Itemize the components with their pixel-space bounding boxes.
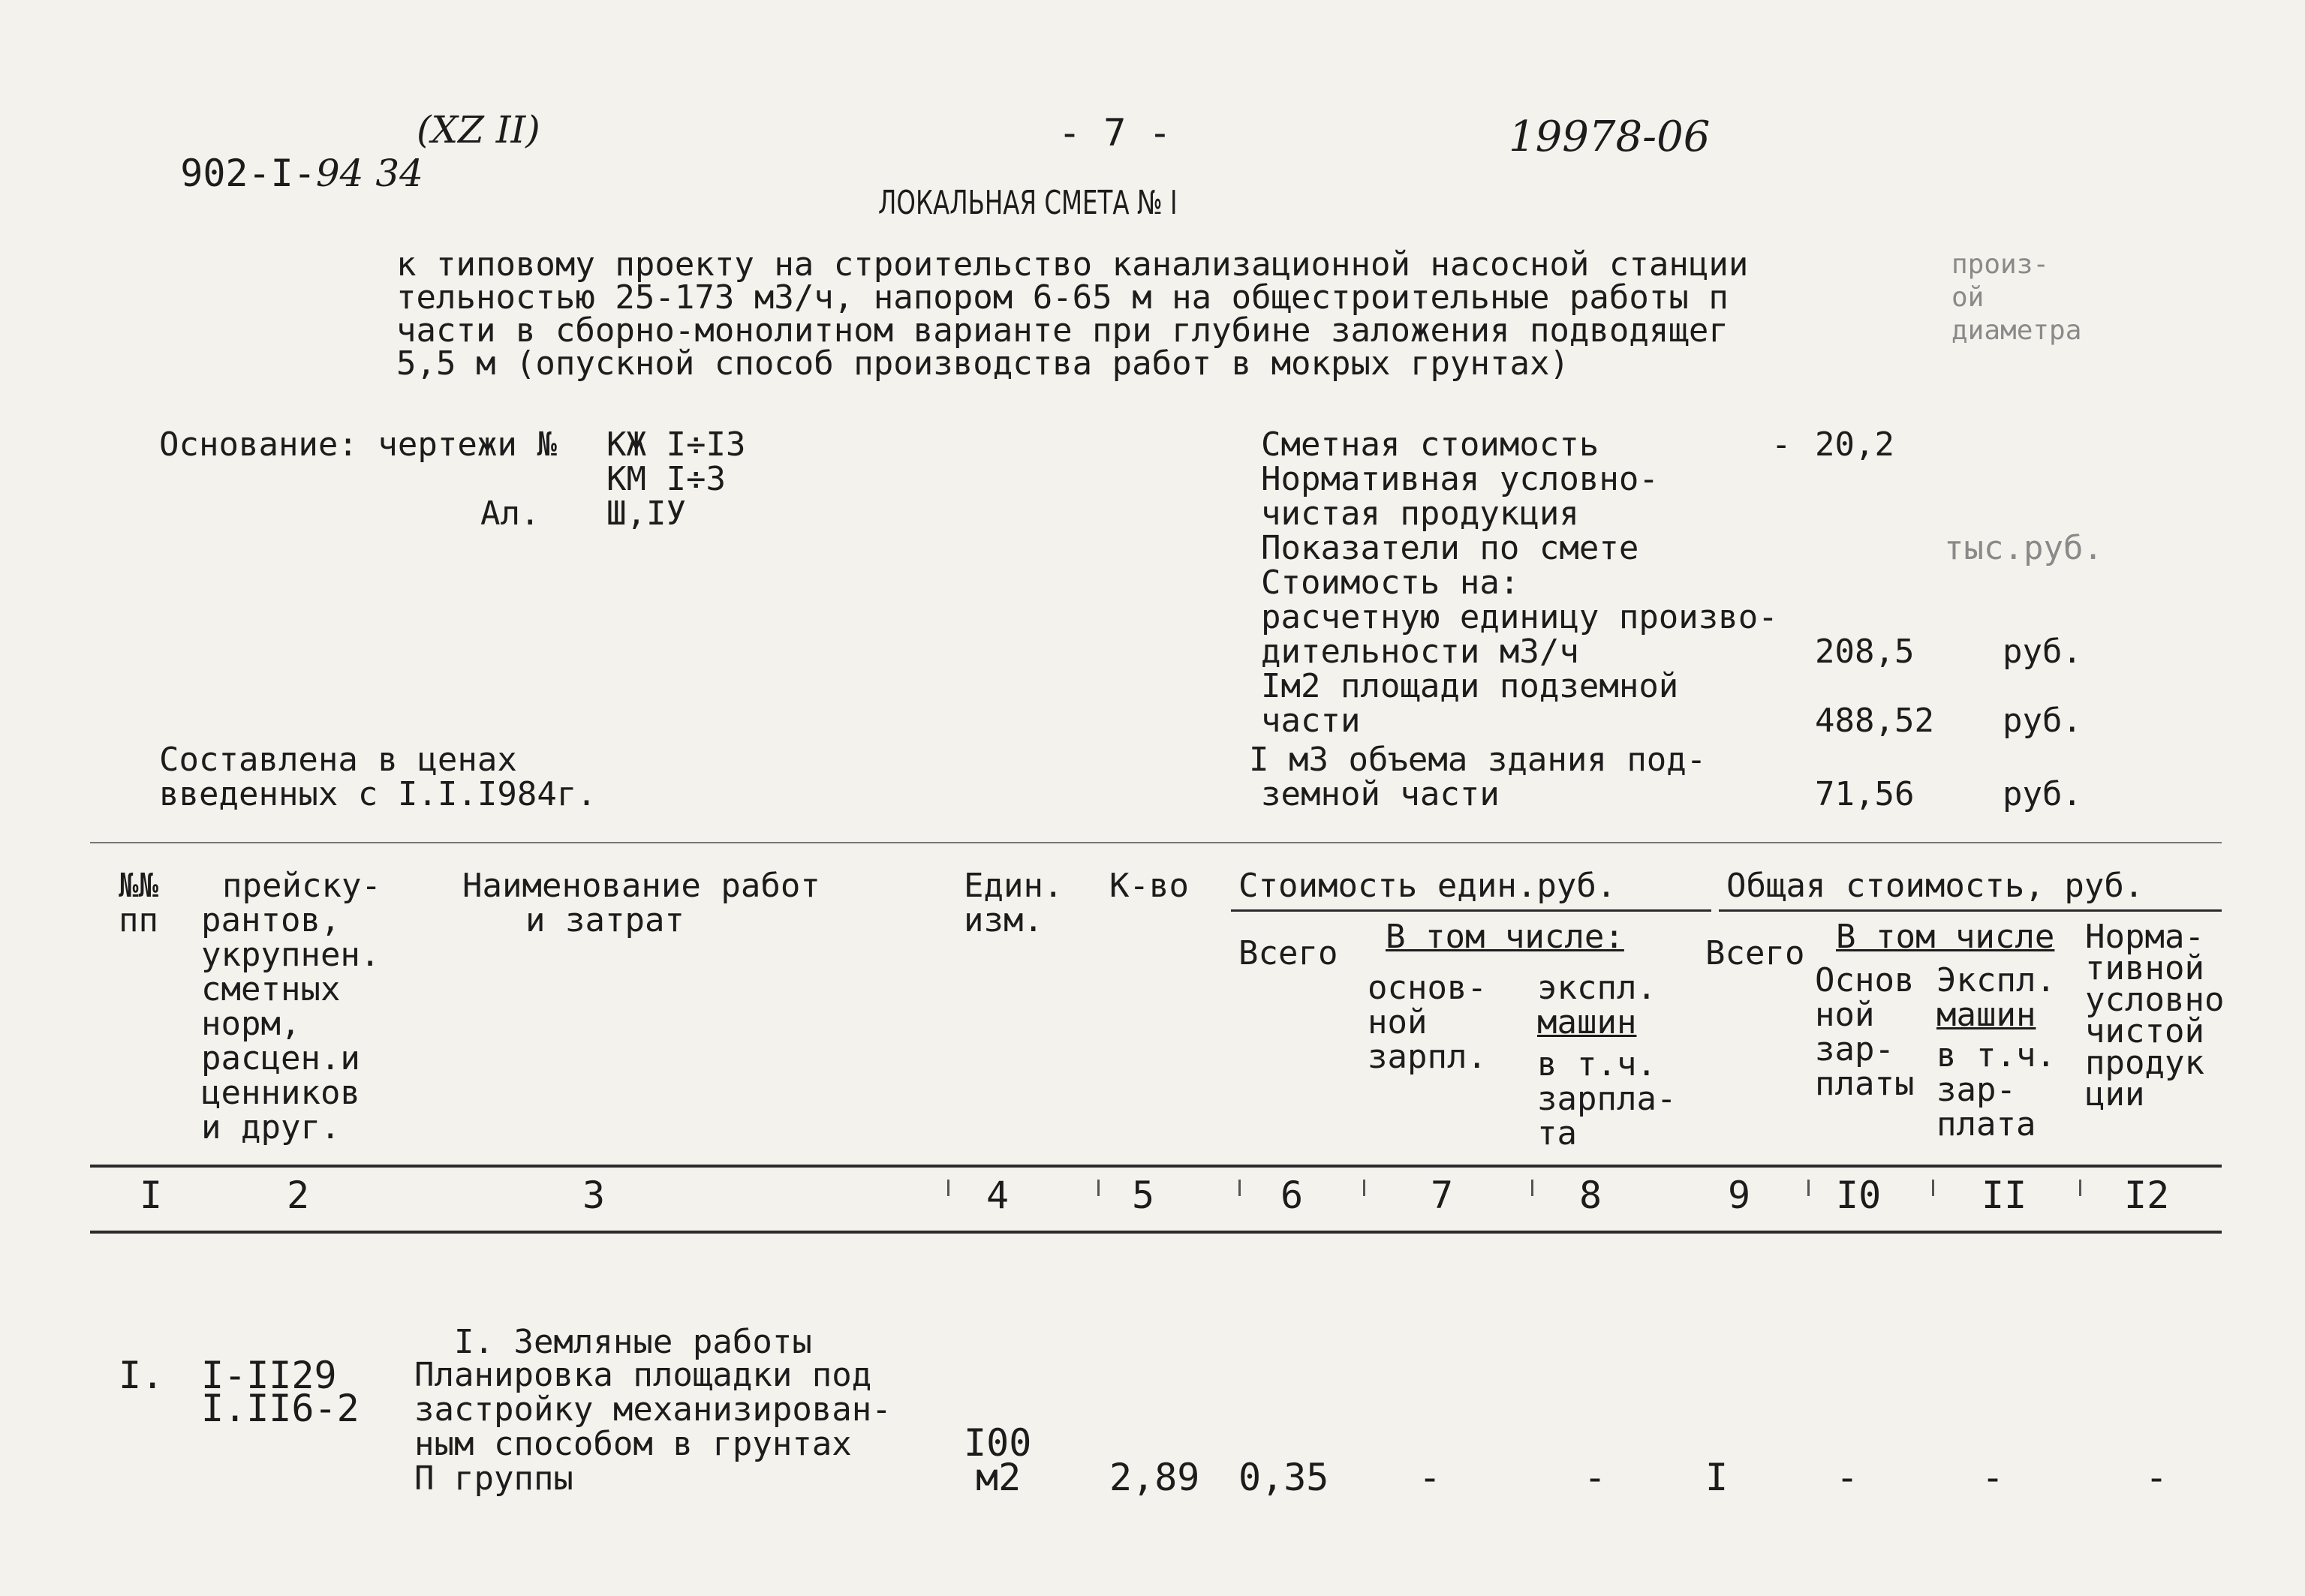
subtitle-faint-3: диаметра <box>1951 315 2082 346</box>
col-divider-tick <box>1932 1180 1934 1196</box>
row-1-unit-wage: - <box>1419 1456 1442 1499</box>
header-col12-l1: Норма- <box>2085 918 2204 956</box>
header-total-cost-group: Общая стоимость, руб. <box>1726 867 2144 905</box>
document-number: 19978-06 <box>1509 113 1711 161</box>
header-col5: К-во <box>1109 867 1189 905</box>
document-code <box>135 113 423 194</box>
header-unit-cost-rule <box>1231 909 1711 912</box>
summary-row-1-unit: руб. <box>2003 633 2082 671</box>
summary-row-3-unit: руб. <box>2003 775 2082 813</box>
document-code-printed: 902-I- <box>180 152 316 195</box>
header-col2-l2: рантов, <box>201 901 341 939</box>
row-1-code-1: I-II29 <box>201 1354 337 1397</box>
row-1-unit-2: м2 <box>976 1456 1022 1499</box>
basis-drawing-1: КЖ I÷I3 <box>606 425 746 464</box>
summary-cost-label: Сметная стоимость <box>1261 425 1599 464</box>
row-1-total-wage: - <box>1836 1456 1859 1499</box>
row-1-unit-1: I00 <box>964 1421 1032 1465</box>
col-number-1: I <box>140 1174 163 1217</box>
summary-indicators-unit: тыс.руб. <box>1944 529 2103 567</box>
header-col11-bot-l2: зар- <box>1936 1071 2016 1109</box>
table-top-rule <box>90 842 2222 843</box>
header-col2-l8: и друг. <box>201 1108 341 1147</box>
header-col1-l1: №№ <box>119 867 158 905</box>
header-col12-l5: продук <box>2085 1044 2204 1082</box>
header-col9: Всего <box>1705 934 1805 972</box>
header-col7-l2: ной <box>1368 1003 1428 1041</box>
subtitle-line-1: к типовому проекту на строительство канализационной насосной станции <box>396 245 1749 284</box>
header-col11-bot-l3: плата <box>1936 1105 2036 1144</box>
header-col7-l3: зарпл. <box>1368 1038 1487 1076</box>
basis-drawing-2: КМ I÷3 <box>606 460 726 498</box>
header-col11-top-l2: машин <box>1936 996 2036 1034</box>
header-col10-l1: Основ <box>1815 961 1915 999</box>
header-col2-l1: прейску- <box>222 867 381 905</box>
header-col2-l5: норм, <box>201 1005 301 1043</box>
col-number-10: I0 <box>1836 1174 1882 1217</box>
summary-row-3-value: 71,56 <box>1815 775 1915 813</box>
summary-row-2-unit: руб. <box>2003 702 2082 740</box>
basis-album-label: Ал. <box>480 494 540 533</box>
col-number-11: II <box>1982 1174 2027 1217</box>
header-col10-l2: ной <box>1815 996 1875 1034</box>
header-col10-l4: платы <box>1815 1065 1915 1103</box>
summary-norm-label-1: Нормативная условно- <box>1261 460 1659 498</box>
row-1-name-2: застройку механизирован- <box>414 1390 892 1429</box>
subtitle-line-4: 5,5 м (опускной способ производства работ в мокрых грунтах) <box>396 344 1569 383</box>
header-col2-l6: расцен.и <box>201 1039 360 1078</box>
header-col4-l1: Един. <box>964 867 1064 905</box>
subtitle-faint-2: ой <box>1951 282 1985 313</box>
col-number-2: 2 <box>287 1174 310 1217</box>
document-code-handwritten: 94 34 <box>315 152 423 195</box>
header-unit-cost-group: Стоимость един.руб. <box>1238 867 1617 905</box>
header-col11-top-l1: Экспл. <box>1936 961 2056 999</box>
prices-line-1: Составлена в ценах <box>159 741 517 779</box>
col-number-6: 6 <box>1280 1174 1304 1217</box>
summary-row-2-label-1: Iм2 площади подземной <box>1261 667 1679 705</box>
header-bottom-rule <box>90 1165 2222 1168</box>
basis-label: Основание: чертежи № <box>159 425 557 464</box>
row-1-code-2: I.II6-2 <box>201 1387 360 1430</box>
header-incl-unit: В том числе: <box>1386 918 1624 956</box>
basis-album-value: Ш,IУ <box>606 494 686 533</box>
column-numbers-bottom-rule <box>90 1231 2222 1234</box>
col-divider-tick <box>1807 1180 1810 1196</box>
header-col2-l4: сметных <box>201 970 341 1008</box>
summary-cost-value: 20,2 <box>1815 425 1894 464</box>
summary-row-2-label-2: части <box>1261 702 1361 740</box>
col-divider-tick <box>947 1180 949 1196</box>
section-title <box>414 1291 812 1360</box>
header-col8-top-l1: экспл. <box>1537 969 1657 1007</box>
header-col12-l2: тивной <box>2085 949 2204 987</box>
col-divider-tick <box>1238 1180 1241 1196</box>
header-col8-bot-l2: зарпла- <box>1537 1080 1677 1118</box>
header-col12-l3: условно <box>2085 981 2225 1019</box>
summary-row-3-label-1: I м3 объема здания под- <box>1249 741 1707 779</box>
summary-row-2-value: 488,52 <box>1815 702 1934 740</box>
header-col6: Всего <box>1238 934 1338 972</box>
summary-cost-dash: - <box>1771 425 1792 464</box>
row-1-name-4: П группы <box>414 1459 573 1498</box>
col-divider-tick <box>1097 1180 1100 1196</box>
summary-indicators-label: Показатели по смете <box>1261 529 1639 567</box>
header-col8-bot-l1: в т.ч. <box>1537 1045 1657 1084</box>
summary-cost-on: Стоимость на: <box>1261 564 1520 602</box>
header-col8-top-l2: машин <box>1537 1003 1637 1041</box>
row-1-name-1: Планировка площадки под <box>414 1356 872 1394</box>
subtitle-line-3: части в сборно-монолитном варианте при глубине заложения подводящег <box>396 311 1729 350</box>
row-1-total: I <box>1705 1456 1729 1499</box>
row-1-name-3: ным способом в грунтах <box>414 1425 852 1463</box>
header-col3-l2: и затрат <box>525 901 685 939</box>
row-1-total-mach: - <box>1982 1456 2005 1499</box>
prices-line-2: введенных с I.I.I984г. <box>159 775 597 813</box>
document-code-note: (XZ II) <box>417 108 540 152</box>
summary-row-1-label-2: дительности м3/ч <box>1261 633 1579 671</box>
subtitle-line-2: тельностью 25-173 м3/ч, напором 6-65 м на общестроительные работы п <box>396 278 1729 317</box>
header-col11-bot-l1: в т.ч. <box>1936 1036 2056 1075</box>
header-col7-l1: основ- <box>1368 969 1487 1007</box>
header-col1-l2: пп <box>119 901 158 939</box>
row-1-num: I. <box>119 1354 164 1397</box>
header-col4-l2: изм. <box>964 901 1043 939</box>
col-number-8: 8 <box>1579 1174 1602 1217</box>
header-col2-l3: укрупнен. <box>201 936 381 974</box>
col-number-9: 9 <box>1728 1174 1751 1217</box>
summary-norm-label-2: чистая продукция <box>1261 494 1579 533</box>
col-number-3: 3 <box>582 1174 606 1217</box>
header-total-cost-rule <box>1719 909 2222 912</box>
row-1-unit-total: 0,35 <box>1238 1456 1329 1499</box>
header-incl-total: В том числе <box>1836 918 2055 956</box>
row-1-qty: 2,89 <box>1109 1456 1200 1499</box>
col-number-12: I2 <box>2124 1174 2170 1217</box>
summary-row-1-label-1: расчетную единицу произво- <box>1261 598 1778 636</box>
col-divider-tick <box>1363 1180 1365 1196</box>
summary-row-3-label-2: земной части <box>1261 775 1500 813</box>
header-col2-l7: ценников <box>201 1074 360 1112</box>
row-1-unit-mach: - <box>1584 1456 1607 1499</box>
summary-row-1-value: 208,5 <box>1815 633 1915 671</box>
page-number: - 7 - <box>1058 111 1172 155</box>
col-number-7: 7 <box>1431 1174 1454 1217</box>
col-divider-tick <box>2079 1180 2081 1196</box>
header-col8-bot-l3: та <box>1537 1114 1577 1153</box>
header-col3-l1: Наименование работ <box>462 867 820 905</box>
header-col10-l3: зар- <box>1815 1030 1894 1069</box>
header-col12-l6: ции <box>2085 1075 2145 1114</box>
subtitle-faint-1: произ- <box>1951 249 2050 280</box>
col-number-5: 5 <box>1132 1174 1155 1217</box>
col-number-4: 4 <box>986 1174 1010 1217</box>
row-1-norm: - <box>2145 1456 2168 1499</box>
col-divider-tick <box>1531 1180 1533 1196</box>
header-col12-l4: чистой <box>2085 1012 2204 1050</box>
section-title-text: I. Земляные работы <box>453 1323 812 1361</box>
page-title: ЛОКАЛЬНАЯ СМЕТА № I <box>878 184 1178 222</box>
